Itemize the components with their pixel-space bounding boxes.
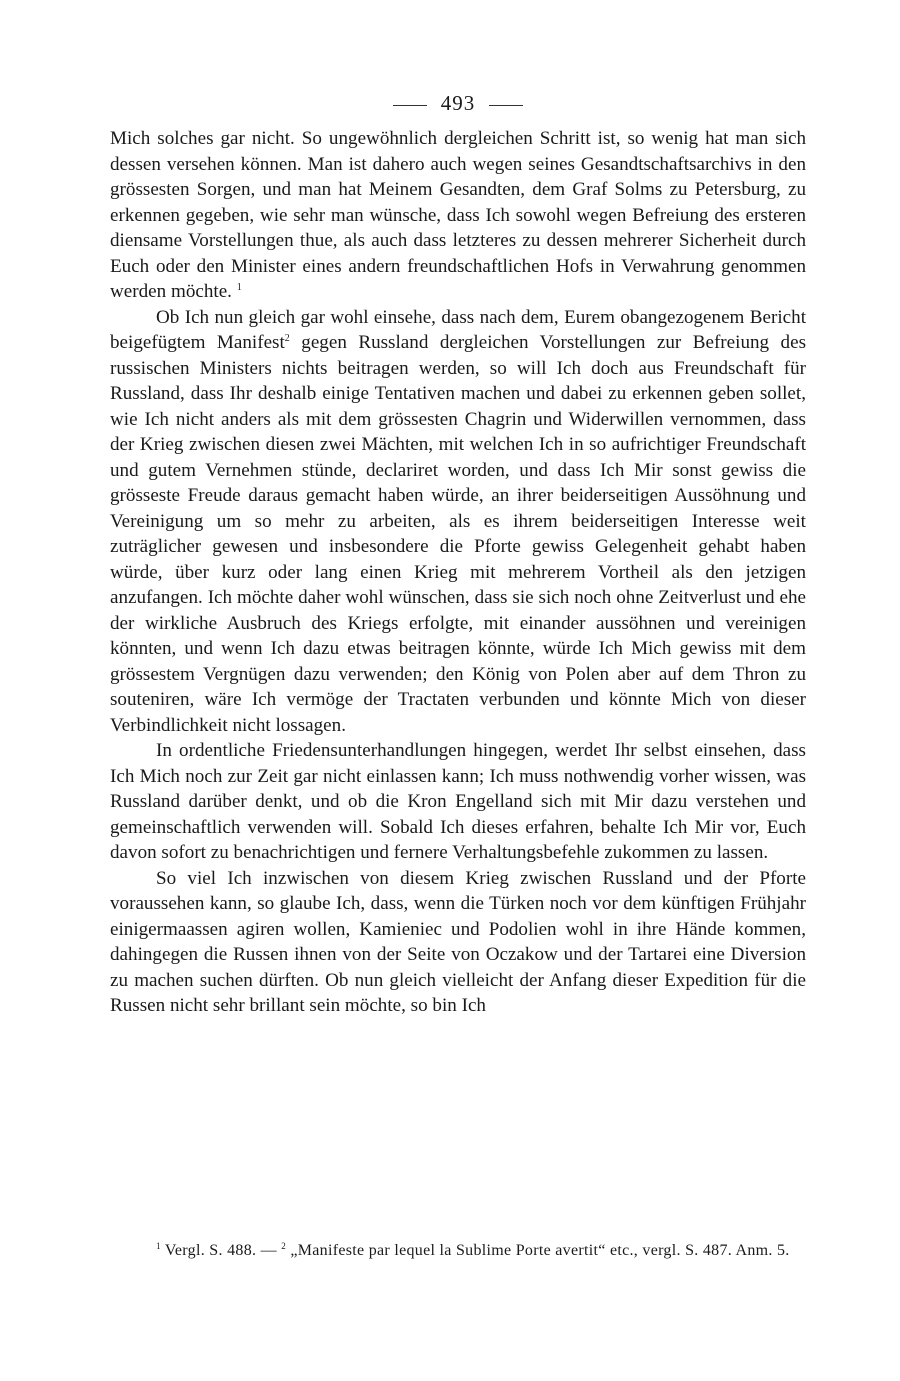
page-header [110, 86, 806, 126]
paragraph-1 [110, 126, 806, 305]
footnote-line [110, 1238, 806, 1264]
paragraph-2 [110, 305, 806, 739]
footnote-ref-2: 2 [284, 333, 290, 344]
footnote-mark-1: 1 [156, 1241, 161, 1251]
paragraph-1-text: Mich solches gar nicht. So ungewöhnlich dergleichen Schritt ist, so wenig hat man sich dessen versehen können. Man ist dahero auch wegen seines Gesandtschaftsarchivs in den grössesten Sorgen, und man hat Meinem Gesandten, dem Graf Solms zu Petersburg, zu erkennen gegeben, wie sehr man wünsche, dass Ich sowohl wegen Befreiung des ersteren diensame Vorstellungen thue, als auch dass letzteres zu dessen mehrerer Sicherheit durch Euch oder den Minister eines andern freundschaftlichen Hofs in Verwahrung genommen werden möchte. [110, 128, 806, 302]
paragraph-2-text-b: gegen Russland dergleichen Vorstellungen zur Befreiung des russischen Ministers nichts beitragen werden, so will Ich doch aus Freundschaft für Russland, dass Ihr deshalb einige Tentativen machen und dabei zu erkennen geben sollet, wie Ich nicht anders als mit dem grössesten Chagrin und Widerwillen vernommen, dass der Krieg zwischen diesen zwei Mächten, mit welchen Ich in so aufrichtiger Freundschaft und gutem Vernehmen stünde, declariret worden, und dass Ich Mir sonst gewiss die grösseste Freude daraus gemacht haben würde, an ihrer beiderseitigen Aussöhnung und Vereinigung um so mehr zu arbeiten, als es ihrem beiderseitigen Interesse weit zuträglicher gewesen und insbesondere die Pforte gewiss Gelegenheit gehabt haben würde, über kurz oder lang einen Krieg mit mehrerem Vortheil als den jetzigen anzufangen. Ich möchte daher wohl wünschen, dass sie sich noch ohne Zeitverlust und ehe der wirkliche Ausbruch des Kriegs erfolgte, mit einander aussöhnen und vereinigen könnten, und wenn Ich dazu etwas beitragen könnte, würde Ich Mich gewiss mit dem grössestem Vergnügen dazu verwenden; den König von Polen aber auf dem Thron zu souteniren, wäre Ich vermöge der Tractaten verbunden und könnte Mich von dieser Verbindlichkeit nicht lossagen. [110, 332, 807, 736]
page-content [110, 86, 806, 1019]
paragraph-4 [110, 866, 806, 1019]
footnote-text-2: „Manifeste par lequel la Sublime Porte avertit“ etc., vergl. S. 487. Anm. 5. [286, 1242, 790, 1259]
body-text [110, 126, 806, 1019]
footnote-text-1: Vergl. S. 488. — [160, 1242, 282, 1259]
footnote-mark-2: 2 [281, 1241, 287, 1251]
header-rule-right [489, 105, 523, 106]
footnotes [110, 1238, 806, 1264]
paragraph-3-text: In ordentliche Friedensunterhandlungen hingegen, werdet Ihr selbst einsehen, dass Ich Mich noch zur Zeit gar nicht einlassen kann; Ich muss nothwendig vorher wissen, was Russland darüber denkt, und ob die Kron Engelland sich mit Mir dazu verstehen und gemeinschaftlich verwenden will. Sobald Ich dieses erfahren, behalte Ich Mir vor, Euch davon sofort zu benachrichtigen und fernere Verhaltungsbefehle zukommen zu lassen. [110, 740, 806, 863]
paragraph-3 [110, 738, 806, 866]
footnote-ref-1: 1 [236, 282, 242, 293]
paragraph-2-text-a: Ob Ich nun gleich gar wohl einsehe, dass nach dem, Eurem obangezogenem Bericht beigefügtem Manifest [110, 306, 806, 353]
page-number: 493 [440, 91, 476, 115]
header-rule-left [393, 105, 427, 106]
paragraph-4-text: So viel Ich inzwischen von diesem Krieg zwischen Russland und der Pforte voraussehen kann, so glaube Ich, dass, wenn die Türken noch vor dem künftigen Frühjahr einigermaassen agiren wollen, Kamieniec und Podolien wohl in ihre Hände kommen, dahingegen die Russen ihnen von der Seite von Oczakow und der Tartarei eine Diversion zu machen suchen dürften. Ob nun gleich vielleicht der Anfang dieser Expedition für die Russen nicht sehr brillant sein möchte, so bin Ich [110, 867, 806, 1016]
